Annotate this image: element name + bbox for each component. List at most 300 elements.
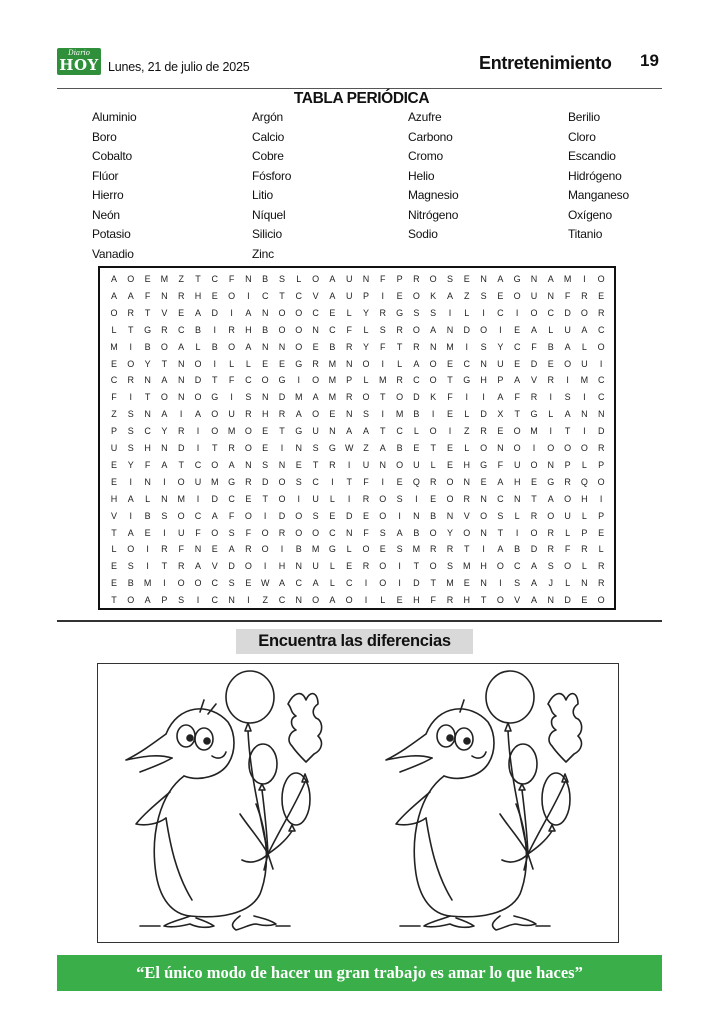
grid-letter[interactable]: I — [163, 476, 166, 487]
grid-letter[interactable]: O — [429, 527, 437, 538]
grid-letter[interactable]: E — [211, 290, 218, 301]
grid-letter[interactable]: G — [513, 274, 521, 284]
grid-letter[interactable]: I — [381, 290, 385, 301]
grid-letter[interactable]: F — [178, 544, 184, 555]
grid-letter[interactable]: F — [514, 392, 520, 403]
grid-letter[interactable]: L — [581, 561, 587, 572]
grid-letter[interactable]: U — [564, 324, 571, 335]
grid-letter[interactable]: L — [413, 426, 419, 437]
grid-letter[interactable]: C — [513, 561, 521, 572]
grid-letter[interactable]: L — [464, 443, 470, 453]
grid-letter[interactable]: R — [312, 358, 319, 369]
grid-letter[interactable]: D — [177, 443, 185, 453]
grid-letter[interactable]: C — [597, 392, 605, 403]
grid-letter[interactable]: I — [347, 459, 351, 470]
grid-letter[interactable]: R — [463, 493, 471, 504]
grid-letter[interactable]: R — [278, 409, 286, 420]
grid-letter[interactable]: M — [328, 358, 337, 369]
grid-letter[interactable]: V — [211, 561, 218, 572]
grid-letter[interactable]: L — [329, 561, 335, 572]
grid-letter[interactable]: E — [262, 426, 269, 437]
grid-letter[interactable]: D — [278, 392, 286, 403]
grid-letter[interactable]: I — [230, 307, 233, 318]
grid-letter[interactable]: O — [295, 510, 303, 521]
grid-letter[interactable]: N — [161, 443, 168, 453]
grid-letter[interactable]: L — [581, 459, 587, 470]
grid-letter[interactable]: P — [346, 375, 353, 386]
grid-letter[interactable]: I — [599, 493, 603, 504]
grid-letter[interactable]: N — [295, 595, 303, 606]
grid-letter[interactable]: G — [547, 476, 555, 487]
grid-letter[interactable]: I — [398, 578, 401, 589]
grid-letter[interactable]: A — [228, 544, 235, 555]
grid-letter[interactable]: C — [312, 307, 319, 318]
grid-letter[interactable]: U — [362, 459, 370, 470]
grid-letter[interactable]: E — [110, 459, 117, 470]
grid-letter[interactable]: M — [580, 375, 589, 386]
grid-letter[interactable]: H — [194, 290, 202, 301]
grid-letter[interactable]: A — [144, 595, 151, 606]
grid-letter[interactable]: F — [497, 459, 504, 470]
grid-letter[interactable]: N — [463, 476, 471, 487]
grid-letter[interactable]: D — [413, 392, 420, 403]
grid-letter[interactable]: V — [312, 290, 319, 301]
grid-letter[interactable]: P — [598, 459, 605, 470]
grid-letter[interactable]: H — [413, 595, 420, 606]
grid-letter[interactable]: V — [110, 510, 117, 521]
grid-letter[interactable]: I — [146, 544, 149, 555]
grid-letter[interactable]: G — [144, 324, 152, 335]
grid-letter[interactable]: N — [144, 375, 151, 386]
grid-letter[interactable]: R — [597, 307, 605, 318]
grid-letter[interactable]: S — [396, 544, 403, 555]
grid-letter[interactable]: M — [563, 274, 572, 284]
grid-letter[interactable]: O — [160, 341, 168, 352]
grid-letter[interactable]: O — [177, 510, 185, 521]
grid-letter[interactable]: A — [178, 341, 185, 352]
grid-letter[interactable]: I — [263, 561, 267, 572]
penguin-drawing-right[interactable] — [360, 664, 618, 941]
grid-letter[interactable]: C — [497, 493, 504, 504]
grid-letter[interactable]: O — [194, 578, 202, 589]
grid-letter[interactable]: E — [446, 459, 453, 470]
grid-letter[interactable]: I — [213, 358, 217, 369]
grid-letter[interactable]: A — [194, 307, 201, 318]
grid-letter[interactable]: A — [127, 493, 134, 504]
grid-letter[interactable]: U — [581, 358, 588, 369]
grid-letter[interactable]: Q — [412, 476, 420, 487]
grid-letter[interactable]: O — [480, 443, 488, 453]
grid-letter[interactable]: M — [463, 561, 471, 572]
grid-letter[interactable]: H — [261, 409, 269, 420]
grid-letter[interactable]: C — [261, 290, 269, 301]
grid-letter[interactable]: E — [346, 561, 353, 572]
grid-letter[interactable]: H — [110, 493, 118, 504]
grid-letter[interactable]: N — [530, 274, 538, 284]
grid-letter[interactable]: R — [530, 392, 538, 403]
grid-letter[interactable]: W — [260, 578, 270, 589]
grid-letter[interactable]: G — [228, 476, 236, 487]
grid-letter[interactable]: I — [247, 290, 250, 301]
grid-letter[interactable]: N — [413, 510, 420, 521]
grid-letter[interactable]: O — [412, 290, 420, 301]
grid-letter[interactable]: B — [211, 341, 218, 352]
grid-letter[interactable]: N — [228, 595, 235, 606]
grid-letter[interactable]: F — [363, 476, 369, 487]
grid-letter[interactable]: T — [144, 307, 151, 318]
grid-letter[interactable]: C — [245, 375, 252, 386]
grid-letter[interactable]: O — [513, 443, 521, 453]
grid-letter[interactable]: L — [363, 324, 369, 335]
grid-letter[interactable]: K — [430, 392, 437, 403]
grid-letter[interactable]: G — [463, 375, 471, 386]
grid-letter[interactable]: I — [129, 392, 133, 403]
grid-letter[interactable]: I — [549, 392, 553, 403]
grid-letter[interactable]: N — [144, 476, 151, 487]
grid-letter[interactable]: P — [362, 290, 369, 301]
grid-letter[interactable]: S — [497, 510, 504, 521]
grid-letter[interactable]: R — [177, 561, 185, 572]
grid-letter[interactable]: D — [564, 595, 571, 606]
grid-letter[interactable]: O — [194, 358, 202, 369]
grid-letter[interactable]: N — [513, 493, 521, 504]
grid-letter[interactable]: E — [362, 510, 369, 521]
grid-letter[interactable]: F — [245, 527, 252, 538]
grid-letter[interactable]: G — [295, 426, 303, 437]
grid-letter[interactable]: R — [245, 409, 252, 420]
grid-letter[interactable]: O — [312, 375, 320, 386]
grid-letter[interactable]: R — [345, 392, 353, 403]
grid-letter[interactable]: A — [530, 578, 537, 589]
grid-letter[interactable]: R — [564, 476, 571, 487]
grid-letter[interactable]: S — [228, 578, 235, 589]
grid-letter[interactable]: S — [430, 307, 437, 318]
grid-letter[interactable]: N — [547, 595, 555, 606]
grid-letter[interactable]: T — [380, 426, 386, 437]
grid-letter[interactable]: N — [161, 290, 168, 301]
grid-letter[interactable]: L — [565, 527, 571, 538]
grid-letter[interactable]: R — [446, 544, 454, 555]
grid-letter[interactable]: N — [261, 341, 269, 352]
grid-letter[interactable]: C — [396, 426, 403, 437]
grid-letter[interactable]: M — [328, 375, 337, 386]
grid-letter[interactable]: U — [312, 561, 319, 572]
grid-letter[interactable]: I — [297, 493, 301, 504]
grid-letter[interactable]: I — [482, 544, 485, 555]
grid-letter[interactable]: F — [564, 290, 571, 301]
grid-letter[interactable]: D — [278, 510, 286, 521]
grid-letter[interactable]: H — [245, 324, 252, 335]
grid-letter[interactable]: O — [429, 274, 437, 284]
grid-letter[interactable]: L — [111, 324, 117, 335]
grid-letter[interactable]: C — [278, 595, 286, 606]
grid-letter[interactable]: E — [514, 324, 521, 335]
grid-letter[interactable]: S — [127, 561, 134, 572]
grid-letter[interactable]: R — [547, 527, 555, 538]
grid-letter[interactable]: I — [129, 476, 133, 487]
grid-letter[interactable]: C — [211, 274, 219, 284]
grid-letter[interactable]: O — [261, 527, 269, 538]
grid-letter[interactable]: V — [161, 307, 168, 318]
grid-letter[interactable]: A — [228, 459, 235, 470]
grid-letter[interactable]: U — [110, 443, 118, 453]
grid-letter[interactable]: D — [228, 561, 235, 572]
grid-letter[interactable]: I — [196, 443, 200, 453]
grid-letter[interactable]: M — [143, 578, 152, 589]
grid-letter[interactable]: T — [195, 274, 201, 284]
grid-letter[interactable]: N — [312, 324, 319, 335]
grid-letter[interactable]: O — [429, 561, 437, 572]
grid-letter[interactable]: E — [547, 358, 554, 369]
grid-letter[interactable]: L — [145, 493, 151, 504]
grid-letter[interactable]: T — [497, 527, 504, 538]
grid-letter[interactable]: M — [295, 392, 303, 403]
grid-letter[interactable]: I — [146, 561, 149, 572]
grid-letter[interactable]: R — [127, 307, 135, 318]
grid-letter[interactable]: D — [564, 307, 571, 318]
grid-letter[interactable]: Y — [362, 307, 369, 318]
grid-letter[interactable]: R — [597, 561, 605, 572]
grid-letter[interactable]: A — [245, 341, 252, 352]
grid-letter[interactable]: L — [245, 358, 251, 369]
grid-letter[interactable]: O — [564, 358, 572, 369]
grid-letter[interactable]: I — [213, 324, 217, 335]
grid-letter[interactable]: N — [345, 409, 353, 420]
grid-letter[interactable]: L — [111, 544, 117, 555]
grid-letter[interactable]: O — [244, 561, 252, 572]
grid-letter[interactable]: I — [499, 324, 502, 335]
grid-letter[interactable]: S — [480, 290, 487, 301]
grid-letter[interactable]: O — [429, 426, 437, 437]
grid-letter[interactable]: T — [531, 493, 537, 504]
grid-letter[interactable]: R — [446, 595, 454, 606]
grid-letter[interactable]: T — [111, 595, 117, 606]
grid-letter[interactable]: D — [345, 510, 353, 521]
grid-letter[interactable]: O — [597, 341, 605, 352]
grid-letter[interactable]: L — [548, 409, 554, 420]
grid-letter[interactable]: D — [194, 375, 202, 386]
grid-letter[interactable]: O — [160, 392, 168, 403]
grid-letter[interactable]: N — [379, 459, 387, 470]
grid-letter[interactable]: I — [431, 409, 435, 420]
grid-letter[interactable]: N — [295, 443, 303, 453]
grid-letter[interactable]: S — [379, 527, 386, 538]
grid-letter[interactable]: S — [413, 307, 420, 318]
grid-letter[interactable]: M — [177, 493, 185, 504]
grid-letter[interactable]: I — [347, 493, 351, 504]
grid-letter[interactable]: H — [581, 493, 588, 504]
grid-letter[interactable]: E — [144, 527, 151, 538]
grid-letter[interactable]: T — [161, 561, 168, 572]
grid-letter[interactable]: N — [161, 493, 168, 504]
grid-letter[interactable]: N — [345, 358, 353, 369]
grid-letter[interactable]: E — [463, 578, 470, 589]
grid-letter[interactable]: I — [280, 544, 284, 555]
grid-letter[interactable]: N — [261, 392, 269, 403]
grid-letter[interactable]: S — [228, 527, 235, 538]
grid-letter[interactable]: N — [177, 392, 185, 403]
grid-letter[interactable]: R — [413, 274, 420, 284]
grid-letter[interactable]: E — [430, 493, 437, 504]
grid-letter[interactable]: N — [581, 409, 588, 420]
grid-letter[interactable]: C — [144, 426, 151, 437]
grid-letter[interactable]: E — [245, 493, 252, 504]
grid-letter[interactable]: O — [446, 476, 454, 487]
grid-letter[interactable]: J — [548, 578, 554, 589]
grid-letter[interactable]: H — [278, 561, 286, 572]
grid-letter[interactable]: E — [262, 443, 269, 453]
grid-letter[interactable]: I — [230, 392, 233, 403]
grid-letter[interactable]: A — [379, 443, 386, 453]
grid-letter[interactable]: A — [312, 578, 319, 589]
grid-letter[interactable]: U — [194, 476, 202, 487]
grid-letter[interactable]: N — [547, 290, 555, 301]
grid-letter[interactable]: R — [530, 510, 538, 521]
grid-letter[interactable]: X — [497, 409, 504, 420]
grid-letter[interactable]: A — [446, 290, 453, 301]
grid-letter[interactable]: I — [398, 561, 401, 572]
grid-letter[interactable]: O — [463, 527, 471, 538]
grid-letter[interactable]: O — [194, 392, 202, 403]
grid-letter[interactable]: A — [329, 290, 336, 301]
grid-letter[interactable]: G — [480, 459, 488, 470]
grid-letter[interactable]: S — [396, 493, 403, 504]
grid-letter[interactable]: E — [144, 274, 151, 284]
grid-letter[interactable]: G — [211, 392, 219, 403]
grid-letter[interactable]: S — [127, 409, 134, 420]
grid-letter[interactable]: O — [530, 459, 538, 470]
grid-letter[interactable]: P — [110, 426, 117, 437]
grid-letter[interactable]: L — [464, 307, 470, 318]
newspaper-logo[interactable] — [57, 48, 101, 75]
grid-letter[interactable]: A — [413, 358, 420, 369]
grid-letter[interactable]: C — [547, 307, 555, 318]
grid-letter[interactable]: O — [228, 341, 236, 352]
grid-letter[interactable]: I — [599, 358, 603, 369]
grid-letter[interactable]: L — [464, 409, 470, 420]
grid-letter[interactable]: U — [312, 426, 319, 437]
grid-letter[interactable]: D — [530, 358, 538, 369]
grid-letter[interactable]: O — [396, 459, 404, 470]
grid-letter[interactable]: I — [583, 274, 586, 284]
grid-letter[interactable]: H — [463, 459, 471, 470]
grid-letter[interactable]: A — [161, 459, 168, 470]
grid-letter[interactable]: L — [548, 324, 554, 335]
grid-letter[interactable]: S — [278, 274, 285, 284]
grid-letter[interactable]: R — [245, 476, 252, 487]
grid-letter[interactable]: B — [127, 578, 134, 589]
grid-letter[interactable]: L — [346, 307, 352, 318]
grid-letter[interactable]: O — [261, 544, 269, 555]
grid-letter[interactable]: O — [379, 578, 387, 589]
grid-letter[interactable]: E — [396, 290, 403, 301]
grid-letter[interactable]: L — [329, 578, 335, 589]
grid-letter[interactable]: C — [497, 307, 504, 318]
grid-letter[interactable]: H — [513, 476, 521, 487]
grid-letter[interactable]: G — [278, 375, 286, 386]
grid-letter[interactable]: O — [580, 307, 588, 318]
grid-letter[interactable]: S — [127, 443, 134, 453]
grid-letter[interactable]: A — [127, 527, 134, 538]
grid-letter[interactable]: I — [448, 426, 452, 437]
grid-letter[interactable]: A — [211, 510, 218, 521]
grid-letter[interactable]: N — [295, 561, 303, 572]
grid-letter[interactable]: N — [177, 375, 185, 386]
grid-letter[interactable]: M — [328, 392, 337, 403]
grid-letter[interactable]: O — [345, 595, 353, 606]
grid-letter[interactable]: E — [211, 544, 218, 555]
grid-letter[interactable]: A — [497, 544, 504, 555]
grid-letter[interactable]: Z — [111, 409, 117, 420]
grid-letter[interactable]: O — [211, 426, 219, 437]
grid-letter[interactable]: P — [161, 595, 168, 606]
grid-letter[interactable]: O — [278, 307, 286, 318]
grid-letter[interactable]: I — [398, 510, 401, 521]
grid-letter[interactable]: A — [161, 375, 168, 386]
grid-letter[interactable]: O — [211, 409, 219, 420]
grid-letter[interactable]: R — [278, 527, 286, 538]
grid-letter[interactable]: U — [345, 274, 353, 284]
grid-letter[interactable]: A — [346, 426, 353, 437]
grid-letter[interactable]: I — [196, 493, 200, 504]
grid-letter[interactable]: N — [446, 324, 454, 335]
grid-letter[interactable]: T — [178, 459, 184, 470]
grid-letter[interactable]: S — [379, 324, 386, 335]
grid-letter[interactable]: N — [177, 358, 185, 369]
grid-letter[interactable]: Y — [161, 426, 168, 437]
grid-letter[interactable]: Z — [464, 290, 470, 301]
grid-letter[interactable]: S — [446, 274, 453, 284]
grid-letter[interactable]: A — [245, 307, 252, 318]
wordsearch-grid[interactable] — [98, 266, 616, 610]
grid-letter[interactable]: S — [312, 510, 319, 521]
grid-letter[interactable]: E — [514, 358, 521, 369]
grid-letter[interactable]: E — [245, 578, 252, 589]
grid-letter[interactable]: E — [278, 358, 285, 369]
grid-letter[interactable]: I — [415, 493, 418, 504]
grid-letter[interactable]: G — [328, 443, 336, 453]
grid-letter[interactable]: T — [480, 595, 487, 606]
grid-letter[interactable]: A — [329, 595, 336, 606]
penguin-drawing-left[interactable] — [100, 664, 358, 941]
grid-letter[interactable]: O — [278, 476, 286, 487]
grid-letter[interactable]: N — [144, 409, 151, 420]
grid-letter[interactable]: O — [312, 595, 320, 606]
grid-letter[interactable]: Y — [144, 358, 151, 369]
grid-letter[interactable]: G — [295, 358, 303, 369]
grid-letter[interactable]: C — [211, 595, 219, 606]
grid-letter[interactable]: B — [413, 527, 420, 538]
grid-letter[interactable]: O — [379, 510, 387, 521]
grid-letter[interactable]: O — [379, 493, 387, 504]
grid-letter[interactable]: E — [110, 561, 117, 572]
grid-letter[interactable]: O — [597, 274, 605, 284]
grid-letter[interactable]: A — [514, 375, 521, 386]
grid-letter[interactable]: Y — [127, 459, 134, 470]
grid-letter[interactable]: E — [329, 307, 336, 318]
grid-letter[interactable]: S — [295, 476, 302, 487]
grid-letter[interactable]: O — [513, 426, 521, 437]
grid-letter[interactable]: R — [161, 544, 168, 555]
grid-letter[interactable]: T — [413, 561, 420, 572]
grid-letter[interactable]: O — [127, 274, 135, 284]
grid-letter[interactable]: A — [194, 409, 201, 420]
grid-letter[interactable]: P — [598, 510, 605, 521]
grid-letter[interactable]: L — [380, 595, 386, 606]
grid-letter[interactable]: B — [514, 544, 521, 555]
grid-letter[interactable]: E — [329, 409, 336, 420]
grid-letter[interactable]: R — [547, 544, 555, 555]
